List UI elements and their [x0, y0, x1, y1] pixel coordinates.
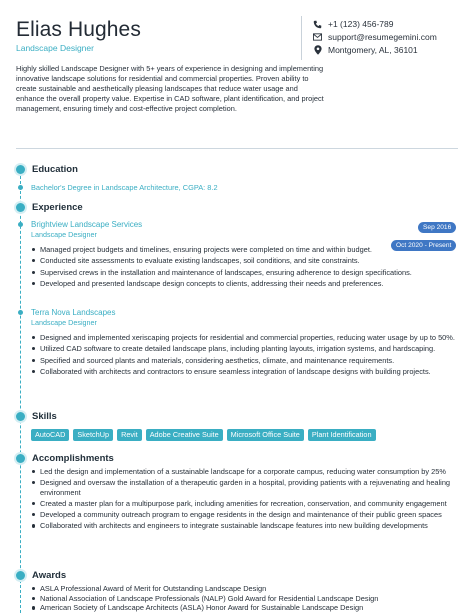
experience-bullets: [31, 245, 412, 290]
section-accomplishments: [16, 453, 114, 464]
skills-list: [31, 429, 376, 441]
contact-email[interactable]: [313, 32, 437, 42]
section-education: [16, 164, 78, 175]
section-title: Experience: [32, 202, 83, 213]
summary-paragraph: Highly skilled Landscape Designer with 5+ years of experience in designing and implementing innovative landscape solutions for residential and commercial properties. Proven ability to create sustainable and aesthetically pleasing landscapes that reduce water usage and enhance the overall property value. Expertise in CAD software, plant identification, and project management, ensuring timely and cost-effective project completion.: [16, 64, 324, 113]
section-dot-icon: [16, 571, 25, 580]
section-title: Skills: [32, 411, 57, 422]
contact-location: [313, 45, 418, 55]
list-item: Managed project budgets and timelines, ensuring projects were completed on time and within budget.: [31, 245, 376, 254]
skill-tag: AutoCAD: [31, 429, 69, 441]
list-item: Led the design and implementation of a sustainable landscape for a corporate campus, reducing water consumption by 25%: [31, 467, 456, 476]
list-item: Designed and oversaw the installation of a therapeutic garden in a hospital, providing patients with a rejuvenating and healing environment: [31, 478, 456, 496]
list-item: Utilized CAD software to create detailed landscape plans, including planting layouts, irrigation systems, and hardscaping.: [31, 344, 456, 353]
company-name: Brightview Landscape Services: [31, 220, 143, 229]
accomplishments-list: [31, 467, 456, 533]
header-divider: [301, 16, 302, 60]
list-item: Designed and implemented xeriscaping projects for residential and commercial properties, reducing water usage by up to 50%.: [31, 333, 456, 342]
skill-tag: SketchUp: [73, 429, 113, 441]
section-experience: [16, 202, 83, 213]
skill-tag: Adobe Creative Suite: [146, 429, 223, 441]
email-text[interactable]: support@resumegemini.com: [328, 32, 437, 42]
skill-tag: Microsoft Office Suite: [227, 429, 304, 441]
phone-icon: [313, 20, 322, 29]
phone-text: +1 (123) 456-789: [328, 19, 394, 29]
list-item: Conducted site assessments to evaluate existing landscapes, soil conditions, and site constraints.: [31, 256, 460, 265]
list-item: Developed a community outreach program to engage residents in the design and maintenance of their public green spaces: [31, 510, 456, 519]
timeline-dot-icon: [18, 310, 23, 315]
contact-phone: [313, 19, 393, 29]
candidate-title: Landscape Designer: [16, 43, 94, 53]
education-degree: Bachelor's Degree in Landscape Architecture, CGPA: 8.2: [31, 183, 218, 192]
list-item: Collaborated with architects and engineers to integrate sustainable landscape features into new building developments: [31, 521, 456, 530]
list-item: American Society of Landscape Architects (ASLA) Honor Award for Sustainable Landscape Design: [31, 603, 456, 612]
list-item: Specified and sourced plants and materials, considering aesthetics, climate, and maintenance requirements.: [31, 356, 456, 365]
list-item: Developed and presented landscape design concepts to clients, addressing their needs and preferences.: [31, 279, 460, 288]
section-awards: [16, 570, 66, 581]
job-role: Landscape Designer: [31, 318, 97, 327]
section-dot-icon: [16, 412, 25, 421]
location-text: Montgomery, AL, 36101: [328, 45, 418, 55]
section-dot-icon: [16, 203, 25, 212]
candidate-name: Elias Hughes: [16, 18, 141, 41]
section-title: Education: [32, 164, 78, 175]
section-dot-icon: [16, 454, 25, 463]
section-title: Awards: [32, 570, 67, 581]
experience-bullets: [31, 333, 456, 378]
job-role: Landscape Designer: [31, 230, 97, 239]
section-title: Accomplishments: [32, 453, 114, 464]
list-item: National Association of Landscape Professionals (NALP) Gold Award for Residential Landscape Design: [31, 594, 456, 603]
awards-list: [31, 584, 456, 615]
list-item: Supervised crews in the installation and maintenance of landscapes, ensuring adherence to design specifications.: [31, 268, 460, 277]
timeline-dot-icon: [18, 222, 23, 227]
email-icon: [313, 33, 322, 42]
timeline-dot-icon: [18, 185, 23, 190]
timeline-line: [20, 166, 22, 613]
location-icon: [313, 46, 322, 55]
skill-tag: Plant Identification: [308, 429, 376, 441]
list-item: Created a master plan for a multipurpose park, including amenities for recreation, conservation, and community engagement: [31, 499, 456, 508]
section-skills: [16, 411, 57, 422]
list-item: ASLA Professional Award of Merit for Outstanding Landscape Design: [31, 584, 456, 593]
list-item: Collaborated with architects and contractors to ensure seamless integration of landscape designs with building projects.: [31, 367, 456, 376]
section-dot-icon: [16, 165, 25, 174]
skill-tag: Revit: [117, 429, 142, 441]
company-name: Terra Nova Landscapes: [31, 308, 116, 317]
date-badge: Oct 2020 - Present: [391, 240, 456, 251]
divider-line: [16, 148, 458, 149]
date-badge: Sep 2016: [418, 222, 456, 233]
